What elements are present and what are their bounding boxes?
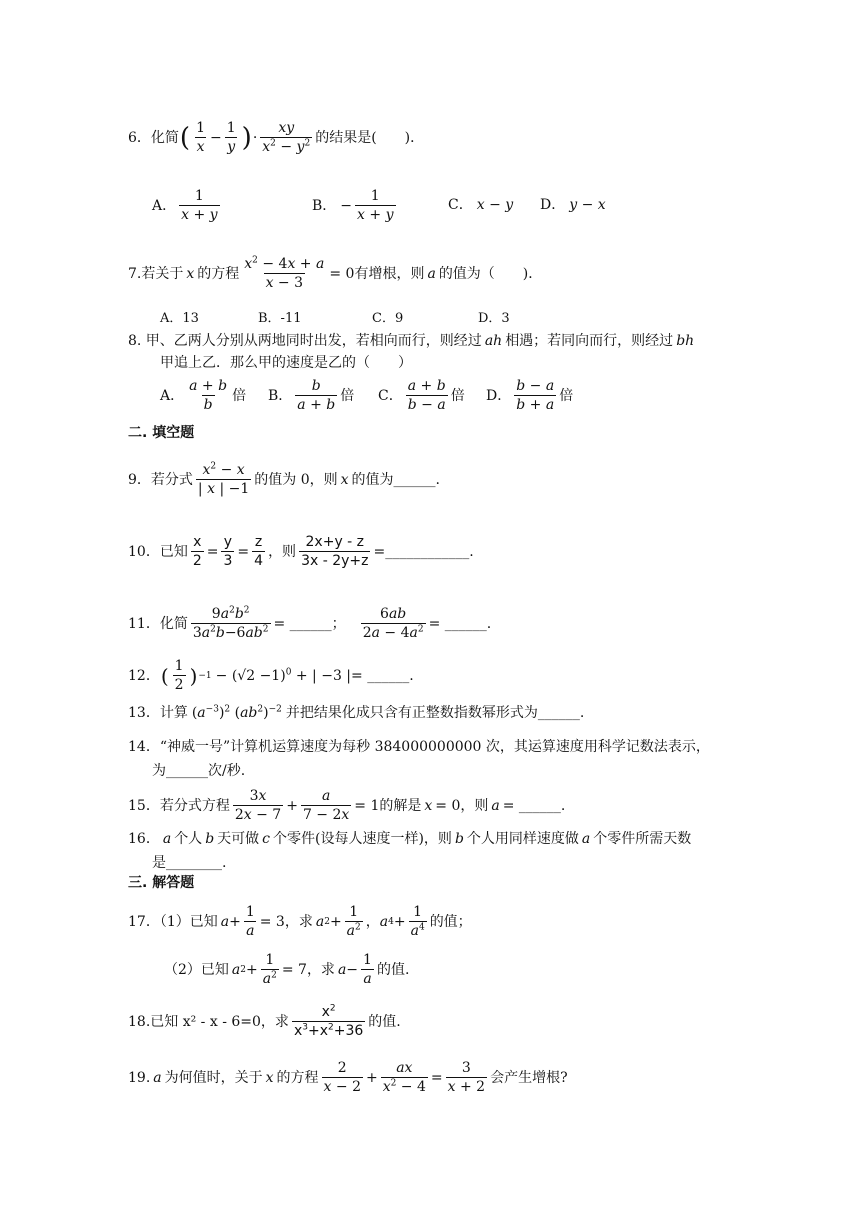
section-solutions: 三. 解答题 (128, 875, 195, 891)
question-8-line-2: 甲追上乙．那么甲的速度是乙的（ ） (160, 355, 412, 371)
q8-option-c: C． $\frac{a + b}{b - a}$ 倍 (378, 378, 465, 413)
q7-option-c: C．9 (372, 311, 404, 326)
q6-option-d: D． y − x (540, 197, 606, 213)
q6-tail: 的结果是( )． (315, 129, 425, 146)
question-17-part-2: （2）已知 a 2 + $\frac{1}{a^2}$ = 7 ，求 a − $\frac{1}{a}$ 的值. (164, 952, 410, 987)
question-19: 19. a 为何值时，关于 x 的方程 $\frac{2}{x - 2}$ + $\frac{ax}{x^2 - 4}$ = $\frac{3}{x + 2}$ 会产生增根? (128, 1060, 568, 1095)
question-17-part-1: 17．（1）已知 a + $\frac{1}{a}$ = 3 ，求 a 2 + $\frac{1}{a^2}$ ， a 4 + $\frac{1}{a^4}$ 的值； (128, 904, 472, 939)
q8-option-b: B． $\frac{b}{a + b}$ 倍 (268, 378, 355, 413)
q6-label: 6．化简 (128, 129, 179, 146)
question-13: 13．计算 $(a^{-3})^2$ $(ab^2)^{-2}$ 并把结果化成只含有正整数指数幂形式为______. (128, 704, 585, 721)
question-16-line-2: 是________. (152, 855, 227, 871)
question-6: 6．化简 ( $\frac{1}{x}$ − $\frac{1}{y}$ ) · $\frac{xy}{x^2 - y^2}$ 的结果是( )． (128, 120, 425, 155)
q6-option-c: C． x − y (448, 197, 514, 213)
question-18: 18.已知 x² - x - 6=0，求 $\frac{x^2}{x^3+x^2+36}$ 的值. (128, 1003, 401, 1039)
section-fill-in: 二. 填空题 (128, 425, 195, 441)
question-8-line-1: 8. 甲、乙两人分别从两地同时出发，若相向而行，则经过 ah 相遇；若同向而行，则经过 bh (128, 333, 695, 349)
q6-option-a: A． $\frac{1}{x + y}$ (152, 188, 218, 223)
question-11: 11．化简 $\frac{9a^2b^2}{3a^2b-6ab^2}$ = ______； $\frac{6ab}{2a - 4a^2}$ = ______. (128, 605, 492, 641)
q8-option-d: D． $\frac{b - a}{b + a}$ 倍 (486, 378, 574, 413)
question-14-line-1: 14．“神威一号”计算机运算速度为每秒 384000000000 次，其运算速度用科学记数法表示， (128, 739, 710, 755)
q7-option-b: B．-11 (258, 311, 302, 326)
q8-option-a: A． $\frac{a + b}{b}$ 倍 (160, 378, 247, 413)
question-14-line-2: 为______次/秒. (152, 763, 246, 779)
question-15: 15．若分式方程 $\frac{3x}{2x - 7}$ + $\frac{a}{7 - 2x}$ = 1 的解是 x = 0 ，则 a = ______. (128, 788, 566, 823)
q6-option-b: B． − $\frac{1}{x + y}$ (312, 188, 394, 223)
question-10: 10．已知 $\frac{x}{2}$ = $\frac{y}{3}$ = $\frac{z}{4}$ ，则 $\frac{2x+y - z}{3x - 2y+z}$ =____________. (128, 534, 474, 569)
q7-option-d: D．3 (478, 311, 510, 326)
question-9: 9．若分式 $\frac{x^2 - x}{| x | -1}$ 的值为 0，则 x 的值为______. (128, 461, 440, 497)
q7-option-a: A．13 (160, 311, 199, 326)
question-7: 7.若关于 x 的方程 $\frac{x^2 - 4x + a}{x - 3}$ = 0 有增根，则 a 的值为（ )． (128, 255, 543, 291)
question-16-line-1: 16． a 个人 b 天可做 c 个零件(设每人速度一样)，则 b 个人用同样速度做 a 个零件所需天数 (128, 831, 692, 847)
question-12: 12． ( $\frac{1}{2}$ ) −1 − $(√2 -1)^0$ + | −3 | = ______. (128, 658, 414, 693)
